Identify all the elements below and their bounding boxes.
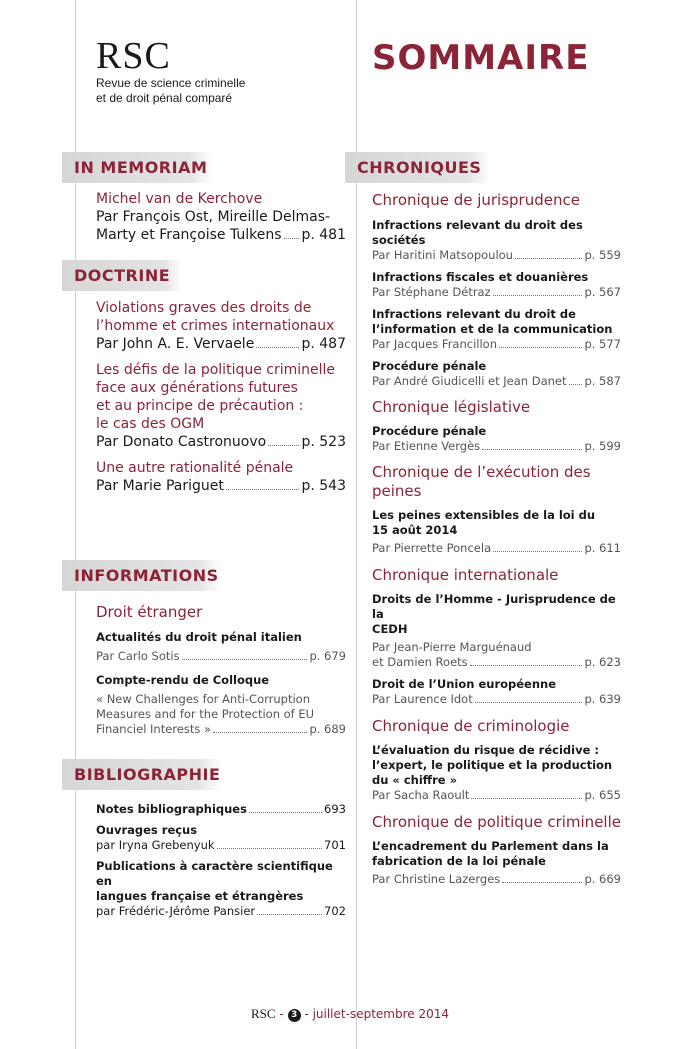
section-heading: DOCTRINE xyxy=(74,266,171,285)
entry-text: Measures and for the Protection of EU xyxy=(96,707,315,721)
toc-row xyxy=(96,722,346,737)
page-number: p. 623 xyxy=(584,655,621,669)
entry-title: du « chiffre » xyxy=(372,773,458,787)
subsection-heading: Chronique internationale xyxy=(372,566,559,584)
toc-row xyxy=(372,541,621,556)
masthead xyxy=(96,36,245,106)
subsection-heading: Chronique de criminologie xyxy=(372,717,570,735)
toc-row xyxy=(96,477,346,495)
doctrine-section xyxy=(96,299,346,495)
entry-title: Infractions relevant du droit de xyxy=(372,307,576,321)
leader-dots xyxy=(182,659,308,660)
entry-author: Par Christine Lazerges xyxy=(372,872,501,886)
section-band-in-memoriam xyxy=(62,152,212,183)
entry-title: Une autre rationalité pénale xyxy=(96,460,294,476)
entry-title: et au principe de précaution : xyxy=(96,398,304,414)
toc-row xyxy=(96,335,346,353)
journal-subtitle-line2: et de droit pénal comparé xyxy=(96,91,233,105)
page-number: p. 669 xyxy=(584,872,621,886)
entry-title: Ouvrages reçus xyxy=(96,823,198,837)
entry-title: Procédure pénale xyxy=(372,424,487,438)
section-band-informations xyxy=(62,560,222,591)
entry-author: par Frédéric-Jérôme Pansier xyxy=(96,904,256,918)
entry-title: fabrication de la loi pénale xyxy=(372,854,546,868)
leader-dots xyxy=(284,238,300,239)
toc-row xyxy=(372,337,621,352)
leader-dots xyxy=(213,732,307,733)
entry-author: Par Carlo Sotis xyxy=(96,649,180,663)
page-number: p. 559 xyxy=(584,248,621,262)
section-heading: BIBLIOGRAPHIE xyxy=(74,765,221,784)
entry-author: Par Pierrette Poncela xyxy=(372,541,492,555)
entry-author: Par Laurence Idot xyxy=(372,692,473,706)
entry-author: Par Etienne Vergès xyxy=(372,439,481,453)
page-number: p. 481 xyxy=(301,227,346,243)
page-number: p. 689 xyxy=(309,722,346,736)
entry-title: Procédure pénale xyxy=(372,359,487,373)
leader-dots xyxy=(493,551,582,552)
subsection-heading: peines xyxy=(372,482,422,500)
page-number: p. 567 xyxy=(584,285,621,299)
section-heading: INFORMATIONS xyxy=(74,566,219,585)
entry-title: Infractions fiscales et douanières xyxy=(372,270,589,284)
page-number: p. 679 xyxy=(309,649,346,663)
leader-dots xyxy=(256,347,299,348)
entry-author: Marty et Françoise Tulkens xyxy=(96,227,282,243)
leader-dots xyxy=(502,882,582,883)
entry-author: Par Haritini Matsopoulou xyxy=(372,248,513,262)
footer-separator: - xyxy=(279,1007,284,1021)
subsection-heading: Chronique de politique criminelle xyxy=(372,813,621,831)
page-number: p. 611 xyxy=(584,541,621,555)
entry-author: Par Stéphane Détraz xyxy=(372,285,491,299)
subsection-heading: Chronique de l’exécution des xyxy=(372,463,591,481)
entry-author: Par François Ost, Mireille Delmas- xyxy=(96,209,331,225)
subsection-heading: Chronique législative xyxy=(372,398,531,416)
toc-row xyxy=(372,692,621,707)
page-number: p. 523 xyxy=(301,434,346,450)
entry-author: Par Donato Castronuovo xyxy=(96,434,267,450)
page-number: p. 587 xyxy=(584,374,621,388)
issue-number-badge: 3 xyxy=(288,1009,301,1022)
leader-dots xyxy=(515,258,582,259)
page-number: p. 639 xyxy=(584,692,621,706)
entry-title: Les peines extensibles de la loi du xyxy=(372,508,596,522)
entry-author: Par Jean-Pierre Marguénaud xyxy=(372,640,532,654)
entry-author: Par André Giudicelli et Jean Danet xyxy=(372,374,567,388)
entry-title: Violations graves des droits de xyxy=(96,300,312,316)
leader-dots xyxy=(482,449,582,450)
subsection-heading: Chronique de jurisprudence xyxy=(372,191,580,209)
footer-journal: RSC xyxy=(251,1006,276,1021)
toc-row xyxy=(372,248,621,263)
section-band-bibliographie xyxy=(62,759,222,790)
entry-title: Michel van de Kerchove xyxy=(96,191,263,207)
leader-dots xyxy=(493,295,583,296)
footer-separator: - xyxy=(304,1007,309,1021)
page-number: p. 487 xyxy=(301,336,346,352)
page-number: p. 599 xyxy=(584,439,621,453)
page-footer xyxy=(0,1006,700,1022)
subsection-heading: Droit étranger xyxy=(96,603,203,621)
journal-logo: RSC xyxy=(96,35,171,77)
bibliographie-section xyxy=(96,802,346,919)
toc-row xyxy=(372,374,621,389)
informations-section xyxy=(96,603,346,737)
leader-dots xyxy=(470,665,583,666)
toc-row xyxy=(96,433,346,451)
entry-title: Actualités du droit pénal italien xyxy=(96,630,302,644)
page-number: 693 xyxy=(324,802,346,816)
entry-title: l’information et de la communication xyxy=(372,322,613,336)
entry-title: langues française et étrangères xyxy=(96,889,304,903)
section-band-doctrine xyxy=(62,260,182,291)
entry-title: L’encadrement du Parlement dans la xyxy=(372,839,609,853)
toc-row xyxy=(372,655,621,670)
toc-row xyxy=(372,872,621,887)
toc-row xyxy=(372,788,621,803)
chroniques-section xyxy=(372,191,621,887)
leader-dots xyxy=(257,914,322,915)
leader-dots xyxy=(475,702,583,703)
entry-title: Publications à caractère scientifique en xyxy=(96,859,333,888)
toc-row xyxy=(96,904,346,919)
leader-dots xyxy=(249,812,322,813)
section-heading: IN MEMORIAM xyxy=(74,158,208,177)
entry-title: CEDH xyxy=(372,622,408,636)
entry-title: 15 août 2014 xyxy=(372,523,458,537)
in-memoriam-section xyxy=(96,190,346,244)
toc-row xyxy=(96,838,346,853)
entry-author: Par Jacques Francillon xyxy=(372,337,497,351)
entry-title: le cas des OGM xyxy=(96,416,205,432)
page-title: SOMMAIRE xyxy=(372,38,590,78)
leader-dots xyxy=(226,489,300,490)
section-heading: CHRONIQUES xyxy=(357,158,482,177)
entry-title: l’expert, le politique et la production xyxy=(372,758,613,772)
entry-title: Les défis de la politique criminelle xyxy=(96,362,336,378)
leader-dots xyxy=(471,798,582,799)
entry-author: Par Sacha Raoult xyxy=(372,788,470,802)
toc-row xyxy=(372,285,621,300)
entry-title: Compte-rendu de Colloque xyxy=(96,673,270,687)
page-number: p. 655 xyxy=(584,788,621,802)
entry-text: « New Challenges for Anti-Corruption xyxy=(96,692,310,706)
leader-dots xyxy=(569,384,583,385)
toc-row xyxy=(96,226,346,244)
leader-dots xyxy=(268,445,299,446)
page-number: 701 xyxy=(324,838,346,852)
toc-row xyxy=(372,439,621,454)
section-band-chroniques xyxy=(345,152,490,183)
leader-dots xyxy=(217,848,323,849)
leader-dots xyxy=(499,347,582,348)
entry-title: l’homme et crimes internationaux xyxy=(96,318,335,334)
page-number: p. 577 xyxy=(584,337,621,351)
entry-author: par Iryna Grebenyuk xyxy=(96,838,215,852)
journal-subtitle-line1: Revue de science criminelle xyxy=(96,76,246,90)
entry-title: Infractions relevant du droit des sociétés xyxy=(372,218,583,247)
footer-date: juillet-septembre 2014 xyxy=(312,1007,449,1021)
entry-title: face aux générations futures xyxy=(96,380,298,396)
entry-title: L’évaluation du risque de récidive : xyxy=(372,743,599,757)
toc-row xyxy=(96,649,346,664)
entry-title: Droit de l’Union européenne xyxy=(372,677,557,691)
entry-title: Notes bibliographiques xyxy=(96,802,247,816)
page-number: p. 543 xyxy=(301,478,346,494)
toc-row xyxy=(96,802,346,817)
entry-text: Financiel Interests » xyxy=(96,722,212,736)
entry-title: Droits de l’Homme - Jurisprudence de la xyxy=(372,592,616,621)
entry-author: Par Marie Pariguet xyxy=(96,478,224,494)
page-number: 702 xyxy=(324,904,346,918)
entry-author: Par John A. E. Vervaele xyxy=(96,336,255,352)
entry-author: et Damien Roets xyxy=(372,655,468,669)
